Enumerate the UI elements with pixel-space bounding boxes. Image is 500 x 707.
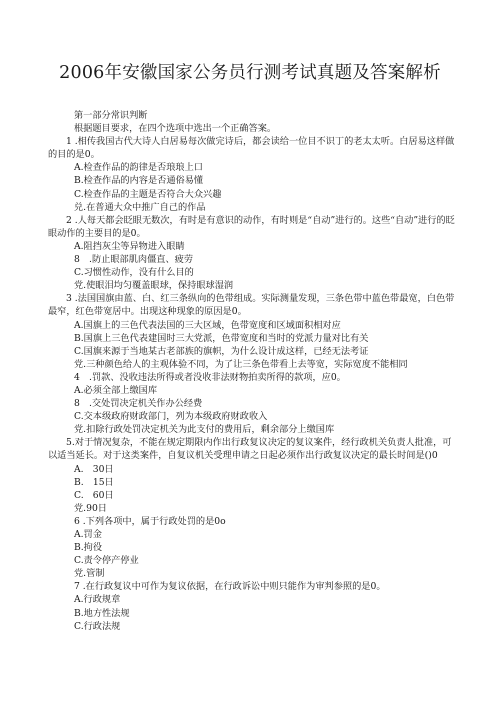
q7-option-b: B.地方性法规 xyxy=(74,607,130,619)
question-5: 5.对于情况复杂，不能在规定期限内作出行政复议决定的复议案件，经行政机关负责人批准，可以适当延长。对于这类案件，自复议机关受理申请之日起必须作出行政复议决定的最长时间是()0 xyxy=(48,437,452,462)
question-4: 4 .罚款、没收违法所得或者没收非法财物拍卖所得的款项，应0。 xyxy=(74,371,346,383)
q7-option-a: A.行政规章 xyxy=(74,594,121,606)
question-2: 2 .人每天都会眨眼无数次，有时是有意识的动作，有时则是“自动”进行的。这些“自动”进行的眨眼动作的主要目的是0。 xyxy=(48,214,455,239)
q4-option-b: 8 .交处罚决定机关作办公经费 xyxy=(74,398,203,410)
q2-option-a: A.阻挡灰尘等异物进入眼睛 xyxy=(74,240,185,252)
q5-option-d: 党.90日 xyxy=(74,502,107,514)
q3-option-c: C.国旗来源于当地某古老部族的旗帜，为什么设计成这样，已经无法考证 xyxy=(74,345,369,357)
question-6: 6 .下列各项中，属于行政处罚的是0o xyxy=(74,515,226,527)
q5-option-a: A. 30日 xyxy=(74,463,114,475)
q1-option-c: C.检查作品的主题是否符合大众兴趣 xyxy=(74,188,222,200)
q4-option-c: C.交本级政府财政部门，列为本级政府财政收入 xyxy=(74,411,268,423)
instructions: 根据题目要求，在四个选项中选出一个正确答案。 xyxy=(74,123,277,135)
question-1: 1 .相传我国古代大诗人白居易每次做完诗后，都会读给一位目不识丁的老太太听。白居易这样做的目的是0。 xyxy=(48,136,455,161)
q5-option-b: B. 15日 xyxy=(74,476,114,488)
q2-option-d: 党.使眼泪均匀覆盖眼球，保持眼球湿润 xyxy=(74,280,234,292)
q7-option-c: C.行政法规 xyxy=(74,620,121,632)
question-7: 7 .在行政复议中可作为复议依据，在行政诉讼中则只能作为审判参照的是0。 xyxy=(74,581,386,593)
q4-option-d: 党.扣除行政处罚决定机关为此支付的费用后，剩余部分上缴国库 xyxy=(74,424,335,436)
q2-option-c: C.习惯性动作，没有什么目的 xyxy=(74,267,194,279)
q3-option-a: A.国旗上的三色代表法国的三大区域，色带宽度和区域面积相对应 xyxy=(74,319,341,331)
q6-option-a: A.罚金 xyxy=(74,529,102,540)
q6-option-d: 党.管制 xyxy=(74,568,105,580)
q5-option-c: C. 60日 xyxy=(74,489,114,501)
q6-option-b: B.拘役 xyxy=(74,542,103,554)
section-heading: 第一部分常识判断 xyxy=(74,110,148,121)
q1-option-a: A.检查作品的韵律是否琅琅上口 xyxy=(74,162,203,174)
q1-option-d: 兑.在普通大众中推广自己的作品 xyxy=(74,201,206,213)
q3-option-b: B.国旗上三色代表建国时三大党派，色带宽度和当时的党派力量对比有关 xyxy=(74,332,369,344)
q4-option-a: A.必须全部上缴国库 xyxy=(74,384,158,396)
document-title: 2006年安徽国家公务员行测考试真题及答案解析 xyxy=(59,63,441,83)
q6-option-c: C.责令停产停业 xyxy=(74,555,139,567)
q3-option-d: 党.三种颜色给人的主观体验不同，为了让三条色带看上去等宽，实际宽度不能相同 xyxy=(74,358,408,370)
question-3: 3 .法国国旗由蓝、白、红三条纵向的色带组成。实际测量发现，三条色带中蓝色带最宽，白色带最窄，红色带宽居中。出现这种现象的原因是0。 xyxy=(48,293,455,318)
document-body xyxy=(48,109,456,633)
q1-option-b: B.检查作品的内容是否通俗易懂 xyxy=(74,175,204,187)
q2-option-b: 8 .防止眼部肌肉僵直、疲劳 xyxy=(74,254,194,266)
